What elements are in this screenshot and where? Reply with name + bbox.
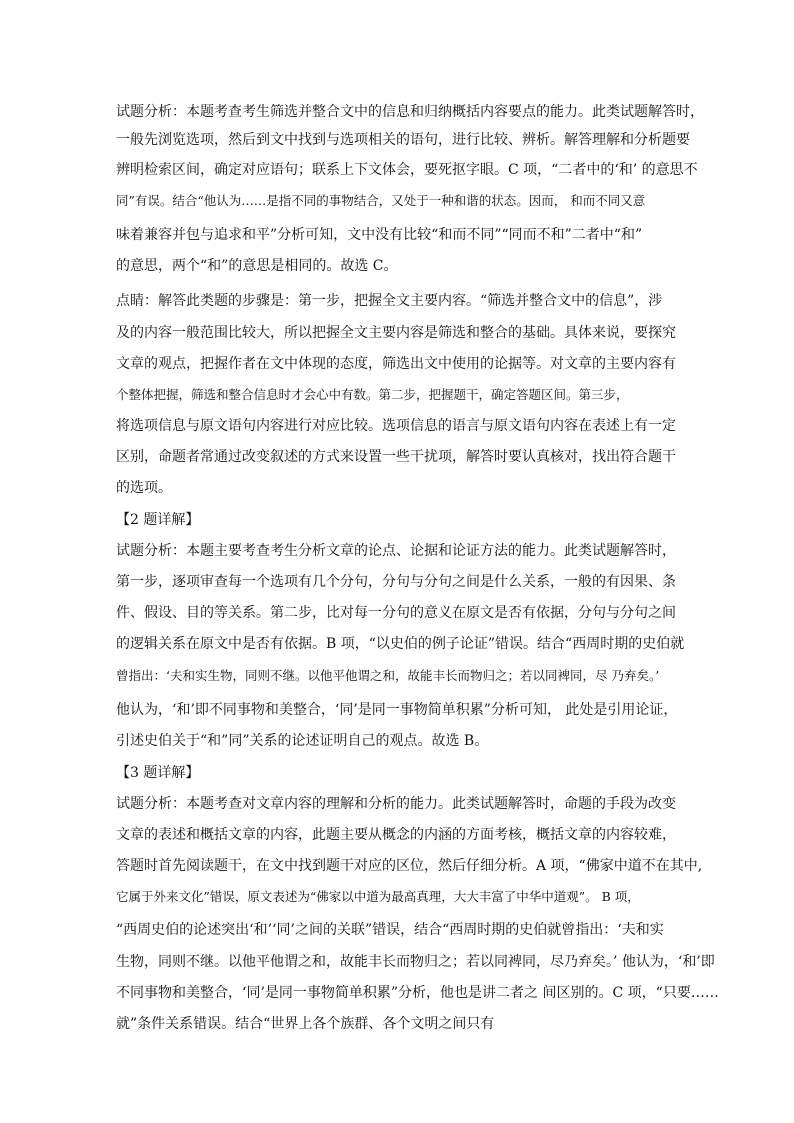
paragraph-line: 文章的观点，把握作者在文中体现的态度，筛选出文中使用的论据等。对文章的主要内容有 — [116, 356, 676, 372]
paragraph-line: 点睛：解答此类题的步骤是：第一步，把握全文主要内容。“筛选并整合文中的信息”，涉 — [116, 293, 663, 309]
section-heading: 【2 题详解】 — [116, 512, 200, 528]
paragraph-line: 件、假设、目的等关系。第二步，比对每一分句的意义在原文是否有依据，分句与分句之间 — [116, 605, 676, 621]
paragraph-line: 的逻辑关系在原文中是否有依据。B 项，“以史伯的例子论证”错误。结合“西周时期的史伯就 — [116, 636, 685, 652]
paragraph-line: 他认为，‘和’即不同事物和美整合，‘同’是同一事物简单积累”分析可知， 此处是引用论证， — [116, 702, 678, 718]
paragraph-line: 及的内容一般范围比较大，所以把握全文主要内容是筛选和整合的基础。具体来说，要探究 — [116, 325, 676, 341]
paragraph-line: 第一步，逐项审查每一个选项有几个分句，分句与分句之间是什么关系，一般的有因果、条 — [116, 574, 676, 590]
paragraph-line: 文章的表述和概括文章的内容，此题主要从概念的内涵的方面考核，概括文章的内容较难， — [116, 827, 676, 843]
paragraph-line: 一般先浏览选项，然后到文中找到与选项相关的语句，进行比较、辨析。解答理解和分析题要 — [116, 132, 690, 148]
paragraph-line: 不同事物和美整合，‘同’是同一事物简单积累”分析，他也是讲二者之 间区别的。C 项，“只要…… — [116, 985, 719, 1001]
paragraph-line: 辨明检索区间，确定对应语句；联系上下文体会，要死抠字眼。C 项，“二者中的‘和’ 的意思不 — [116, 162, 698, 178]
paragraph-line: 曾指出：‘夫和实生物，同则不继。以他平他谓之和，故能丰长而物归之；若以同裨同，尽 乃弃矣。’ — [116, 668, 660, 683]
paragraph-line: 同”有误。结合“他认为……是指不同的事物结合，又处于一种和谐的状态。因而， 和而不同又意 — [116, 193, 646, 208]
paragraph-line: 它属于外来文化”错误，原文表述为“佛家以中道为最高真理，大大丰富了中华中道观”。 B 项， — [116, 889, 640, 904]
paragraph-line: 试题分析：本题考查对文章内容的理解和分析的能力。此类试题解答时，命题的手段为改变 — [116, 796, 676, 812]
paragraph-line: 就”条件关系错误。结合“世界上各个族群、各个文明之间只有 — [116, 1016, 495, 1032]
paragraph-line: 答题时首先阅读题干，在文中找到题干对应的区位，然后仔细分析。A 项，“佛家中道不在其中, — [116, 858, 703, 874]
paragraph-line: 个整体把握，筛选和整合信息时才会心中有数。第二步，把握题干，确定答题区间。第三步， — [116, 387, 629, 402]
section-heading: 【3 题详解】 — [116, 765, 200, 781]
paragraph-line: “西周史伯的论述突出‘和’‘同’之间的关联”错误，结合“西周时期的史伯就曾指出：‘夫和实 — [116, 922, 664, 938]
paragraph-line: 生物，同则不继。以他平他谓之和，故能丰长而物归之；若以同裨同，尽乃弃矣。’ 他认为，‘和’即 — [116, 954, 715, 970]
paragraph-line: 将选项信息与原文语句内容进行对应比较。选项信息的语言与原文语句内容在表述上有一定 — [116, 418, 676, 434]
paragraph-line: 的意思，两个“和”的意思是相同的。故选 C。 — [116, 258, 398, 274]
paragraph-line: 试题分析：本题主要考查考生分析文章的论点、论据和论证方法的能力。此类试题解答时， — [116, 543, 676, 559]
paragraph-line: 味着兼容并包与追求和平”分析可知，文中没有比较“和而不同”“同而不和”二者中“和” — [116, 227, 643, 243]
paragraph-line: 区别，命题者常通过改变叙述的方式来设置一些干扰项，解答时要认真核对，找出符合题干 — [116, 449, 676, 465]
paragraph-line: 引述史伯关于“和”同”关系的论述证明自己的观点。故选 B。 — [116, 733, 489, 749]
paragraph-line: 试题分析：本题考查考生筛选并整合文中的信息和归纳概括内容要点的能力。此类试题解答时， — [116, 104, 704, 120]
paragraph-line: 的选项。 — [116, 480, 172, 496]
